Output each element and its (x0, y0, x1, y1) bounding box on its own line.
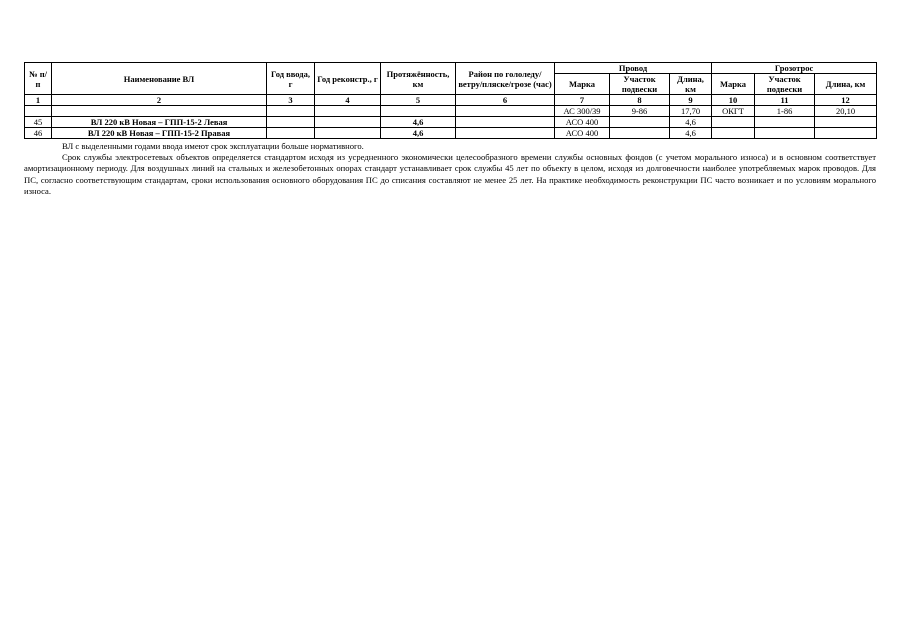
col-number: 9 (670, 95, 712, 106)
document-page (24, 62, 876, 197)
header-wire-section: Участок подвески (610, 74, 670, 95)
cell-year-in (267, 117, 315, 128)
header-cable-section: Участок подвески (755, 74, 815, 95)
cell-name: ВЛ 220 кВ Новая – ГПП-15-2 Левая (52, 117, 267, 128)
cell-cable-len (815, 128, 877, 139)
table-row (25, 128, 877, 139)
table-row (25, 106, 877, 117)
cell-num: 46 (25, 128, 52, 139)
cell-wire-len: 17,70 (670, 106, 712, 117)
cell-cable-mark (712, 128, 755, 139)
cell-cable-mark (712, 117, 755, 128)
cell-region (456, 117, 555, 128)
cell-name (52, 106, 267, 117)
header-cable-len: Длина, км (815, 74, 877, 95)
cell-num: 45 (25, 117, 52, 128)
cell-wire-len: 4,6 (670, 128, 712, 139)
col-number: 4 (315, 95, 381, 106)
header-row-1 (25, 63, 877, 74)
col-number: 8 (610, 95, 670, 106)
cell-year-rec (315, 128, 381, 139)
header-num: № п/п (25, 63, 52, 95)
cell-wire-mark: АС 300/39 (555, 106, 610, 117)
header-cable-mark: Марка (712, 74, 755, 95)
cell-length: 4,6 (381, 128, 456, 139)
header-wire-len: Длина, км (670, 74, 712, 95)
cell-length: 4,6 (381, 117, 456, 128)
cell-year-in (267, 128, 315, 139)
col-number: 12 (815, 95, 877, 106)
col-number: 10 (712, 95, 755, 106)
header-wire-group: Провод (555, 63, 712, 74)
header-name: Наименование ВЛ (52, 63, 267, 95)
header-region: Район по гололеду/ветру/пляске/грозе (час) (456, 63, 555, 95)
col-number: 11 (755, 95, 815, 106)
notes-section (24, 141, 876, 197)
cell-region (456, 106, 555, 117)
col-number: 2 (52, 95, 267, 106)
cell-cable-len: 20,10 (815, 106, 877, 117)
header-wire-mark: Марка (555, 74, 610, 95)
cell-cable-len (815, 117, 877, 128)
note-paragraph: Срок службы электросетевых объектов определяется стандартом исходя из усредненного экономически целесообразного времени службы основных фондов (с учетом морального износа) и в основном соответствует амортизационному периоду. Для воздушных линий на стальных и железобетонных опорах стандарт устанавливает срок службы 45 лет по объекту в целом, исходя из долговечности наиболее употребляемых марок проводов. Для ПС, согласно соответствующим стандартам, сроки использования основного оборудования ПС до списания составляют не менее 25 лет. На практике необходимость реконструкции ПС часто возникает и по условиям морального износа. (24, 152, 876, 196)
cell-year-rec (315, 106, 381, 117)
note-paragraph: ВЛ с выделенными годами ввода имеют срок эксплуатации больше нормативного. (62, 141, 364, 151)
col-number: 6 (456, 95, 555, 106)
header-year-rec: Год реконстр., г (315, 63, 381, 95)
cell-wire-section: 9-86 (610, 106, 670, 117)
cell-length (381, 106, 456, 117)
cell-year-in (267, 106, 315, 117)
col-number: 7 (555, 95, 610, 106)
header-length: Протяжённость, км (381, 63, 456, 95)
header-year-in: Год ввода, г (267, 63, 315, 95)
header-cable-group: Грозотрос (712, 63, 877, 74)
table-row (25, 117, 877, 128)
cell-num (25, 106, 52, 117)
col-number: 3 (267, 95, 315, 106)
cell-region (456, 128, 555, 139)
cell-year-rec (315, 117, 381, 128)
cell-cable-section: 1-86 (755, 106, 815, 117)
cell-wire-mark: АСО 400 (555, 128, 610, 139)
col-number: 1 (25, 95, 52, 106)
col-number: 5 (381, 95, 456, 106)
cell-wire-mark: АСО 400 (555, 117, 610, 128)
column-numbers-row (25, 95, 877, 106)
cell-cable-section (755, 128, 815, 139)
cell-wire-section (610, 117, 670, 128)
cell-cable-mark: ОКГТ (712, 106, 755, 117)
cell-cable-section (755, 117, 815, 128)
power-lines-table (24, 62, 877, 139)
cell-wire-section (610, 128, 670, 139)
cell-name: ВЛ 220 кВ Новая – ГПП-15-2 Правая (52, 128, 267, 139)
cell-wire-len: 4,6 (670, 117, 712, 128)
